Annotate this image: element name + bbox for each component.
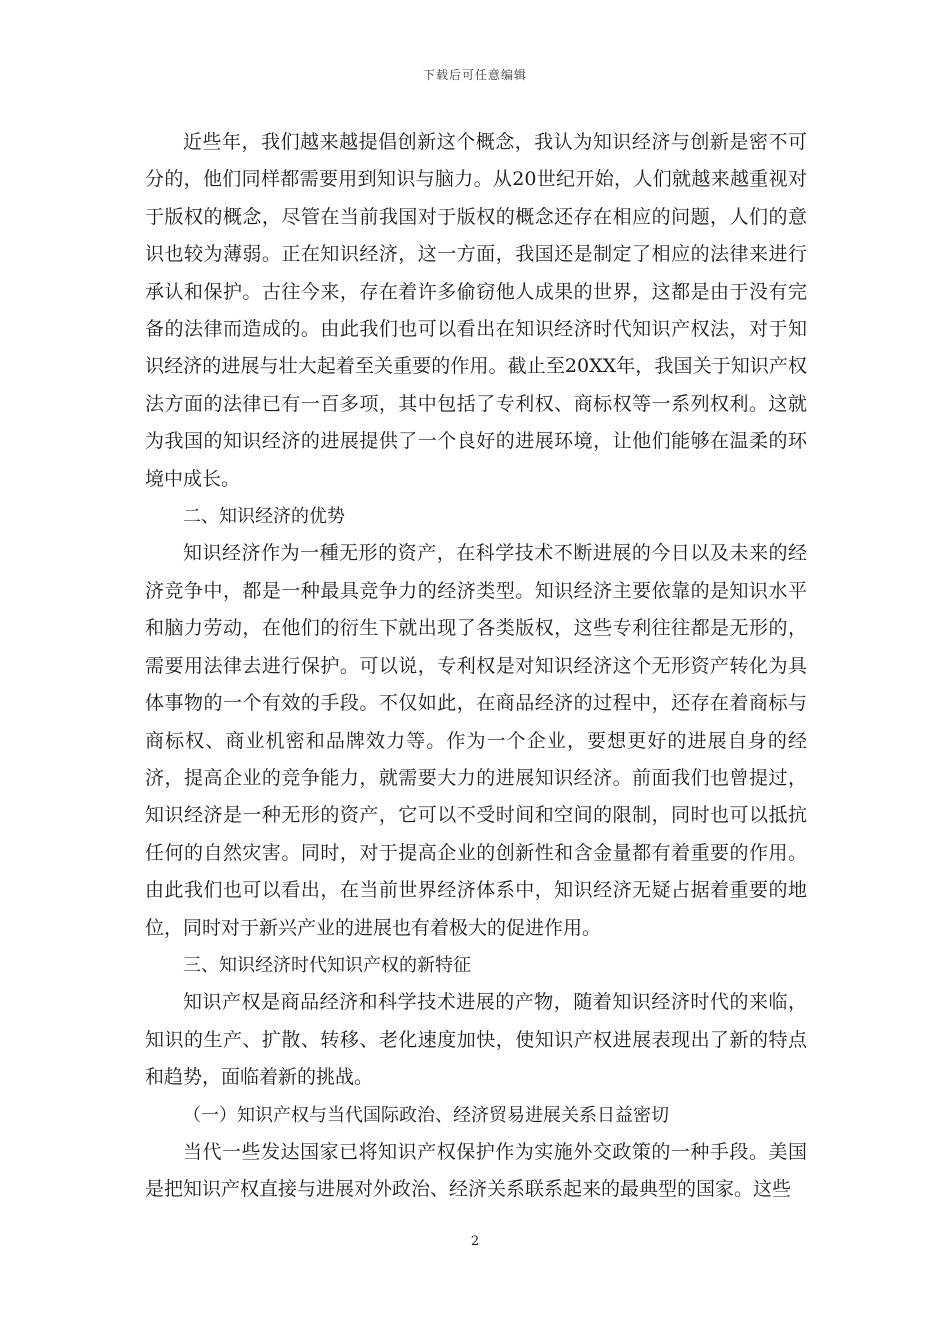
paragraph-new-features: 知识产权是商品经济和科学技术进展的产物，随着知识经济时代的来临，知识的生产、扩散、转移、老化速度加快，使知识产权进展表现出了新的特点和趋势，面临着新的挑战。 [145, 991, 807, 1089]
section-heading-new-features: 三、知识经济时代知识产权的新特征 [183, 954, 471, 976]
paragraph-international: 当代一些发达国家已将知识产权保护作为实施外交政策的一种手段。美国是把知识产权直接与进展对外政治、经济关系联系起来的最典型的国家。这些 [145, 1140, 807, 1201]
page-number: 2 [470, 1234, 480, 1249]
page-header-note: 下载后可任意编辑 [422, 68, 527, 82]
paragraph-innovation: 近些年，我们越来越提倡创新这个概念，我认为知识经济与创新是密不可分的，他们同样都需要用到知识与脑力。从20世纪开始，人们就越来越重视对于版权的概念，尽管在当前我国对于版权的概念还存在相应的问题，人们的意识也较为薄弱。正在知识经济，这一方面，我国还是制定了相应的法律来进行承认和保护。古往今来，存在着许多偷窃他人成果的世界，这都是由于没有完备的法律而造成的。由此我们也可以看出在知识经济时代知识产权法，对于知识经济的进展与壮大起着至关重要的作用。截止至20XX年，我国关于知识产权法方面的法律已有一百多项，其中包括了专利权、商标权等一系列权利。这就为我国的知识经济的进展提供了一个良好的进展环境，让他们能够在温柔的环境中成长。 [145, 131, 807, 490]
document-body [145, 124, 807, 1209]
section-heading-advantages: 二、知识经济的优势 [183, 506, 345, 528]
paragraph-advantages: 知识经济作为一種无形的资产，在科学技术不断进展的今日以及未来的经济竞争中，都是一种最具竞争力的经济类型。知识经济主要依靠的是知识水平和脑力劳动，在他们的衍生下就出现了各类版权，这些专利往往都是无形的，需要用法律去进行保护。可以说，专利权是对知识经济这个无形资产转化为具体事物的一个有效的手段。不仅如此，在商品经济的过程中，还存在着商标与商标权、商业机密和品牌效力等。作为一个企业，要想更好的进展自身的经济，提高企业的竞争能力，就需要大力的进展知识经济。前面我们也曾提过，知识经济是一种无形的资产，它可以不受时间和空间的限制，同时也可以抵抗任何的自然灾害。同时，对于提高企业的创新性和含金量都有着重要的作用。由此我们也可以看出，在当前世界经济体系中，知识经济无疑占据着重要的地位，同时对于新兴产业的进展也有着极大的促进作用。 [145, 542, 807, 939]
subsection-heading-international: （一）知识产权与当代国际政治、经济贸易进展关系日益密切 [183, 1104, 669, 1126]
